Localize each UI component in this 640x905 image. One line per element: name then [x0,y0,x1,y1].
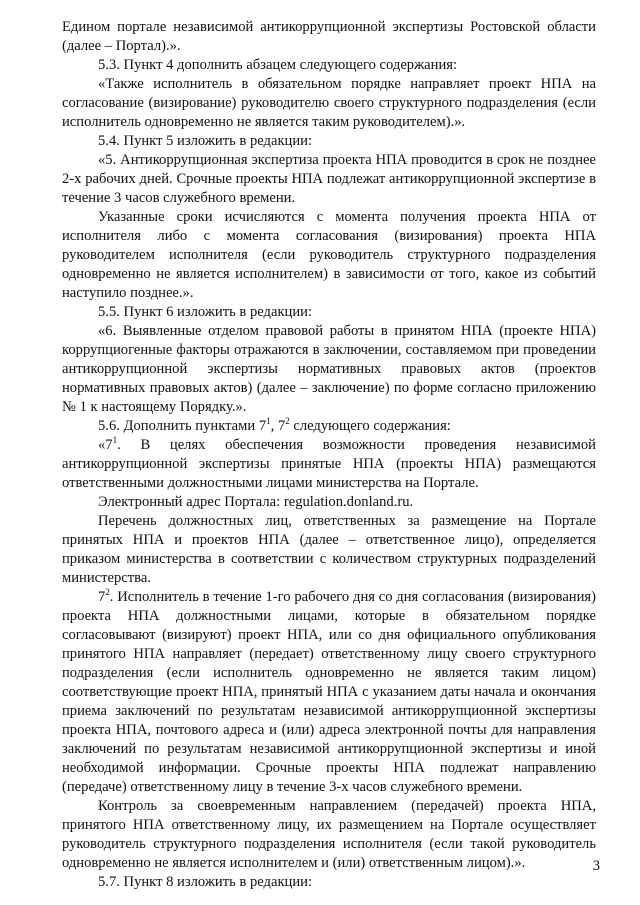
paragraph-7-2 [62,588,596,797]
paragraph-5-5-heading: 5.5. Пункт 6 изложить в редакции: [98,304,313,320]
text-run: . Исполнитель в течение 1-го рабочего дня со дня согласования (визирования) проекта НПА должностными лицами, которые в обязательном порядке согласовывают (визируют) проект НПА, или со дня официального опубликования принятого НПА направляет (передает) ответственному лицу своего структурного подразделения (если исполнитель одновременно не является таким лицом) соответствующие проект НПА, принятый НПА с указанием даты начала и окончания приема заключений по результатам независимой антикоррупционной экспертизы проекта НПА, почтового адреса и (или) адреса электронной почты для направления заключений по результатам независимой антикоррупционной экспертизы и иной необходимой информации. Срочные проекты НПА подлежат направлению (передаче) ответственному лицу в течение 3-х часов служебного времени. [62,589,596,795]
superscript: 1 [266,416,271,426]
superscript: 2 [285,416,290,426]
text-run: следующего содержания: [289,418,451,434]
paragraph-portal-definition: Едином портале независимой антикоррупционной экспертизы Ростовской области (далее – Портал).». [62,19,596,54]
paragraph-5-7-heading: 5.7. Пункт 8 изложить в редакции: [98,874,313,890]
page-number: 3 [592,858,600,874]
paragraph-5-5-content: «6. Выявленные отделом правовой работы в принятом НПА (проекте НПА) коррупциогенные факторы отражаются в заключении, составляемом при проведении антикоррупционной экспертизы нормативных правовых актов (проектов нормативных правовых актов) (далее – заключение) по форме согласно приложению № 1 к настоящему Порядку.». [62,323,596,415]
paragraph-control: Контроль за своевременным направлением (передачей) проекта НПА, принятого НПА ответственному лицу, их размещением на Портале осуществляет руководитель структурного подразделения исполнителя (если такой руководитель одновременно не является исполнителем и (или) ответственным лицом).». [62,798,596,871]
text-run: , 7 [270,418,286,434]
text-run: 7 [98,589,106,605]
paragraph-5-4-heading: 5.4. Пункт 5 изложить в редакции: [98,133,313,149]
paragraph-5-3-content: «Также исполнитель в обязательном порядке направляет проект НПА на согласование (визирование) руководителю своего структурного подразделения (если исполнитель одновременно не является таким руководителем).». [62,76,596,130]
paragraph-officials-list: Перечень должностных лиц, ответственных за размещение на Портале принятых НПА и проектов НПА (далее – ответственное лицо), определяется приказом министерства в соответствии с количеством структурных подразделений министерства. [62,513,596,586]
paragraph-7-1 [62,436,596,493]
text-run: 5.6. Дополнить пунктами 7 [98,418,267,434]
paragraph-5-4-content: «5. Антикоррупционная экспертиза проекта НПА проводится в срок не позднее 2-х рабочих дней. Срочные проекты НПА подлежат антикоррупционной экспертизе в течение 3 часов служебного времени. [62,152,596,206]
document-body [62,18,596,892]
superscript: 1 [112,435,118,445]
superscript: 2 [105,587,110,597]
paragraph-portal-address: Электронный адрес Портала: regulation.donland.ru. [98,494,414,510]
paragraph-deadlines: Указанные сроки исчисляются с момента получения проекта НПА от исполнителя либо с момента согласования (визирования) проекта НПА руководителем исполнителя (если руководитель структурного подразделения одновременно не является исполнителем) в зависимости от того, какое из событий наступило позднее.». [62,209,596,301]
text-run: «7 [98,437,113,453]
paragraph-5-3-heading: 5.3. Пункт 4 дополнить абзацем следующего содержания: [98,57,458,73]
text-run: . В целях обеспечения возможности проведения независимой антикоррупционной экспертизы принятые НПА (проекты НПА) размещаются ответственными должностными лицами министерства на Портале. [62,437,596,491]
paragraph-5-6-heading [62,417,596,436]
